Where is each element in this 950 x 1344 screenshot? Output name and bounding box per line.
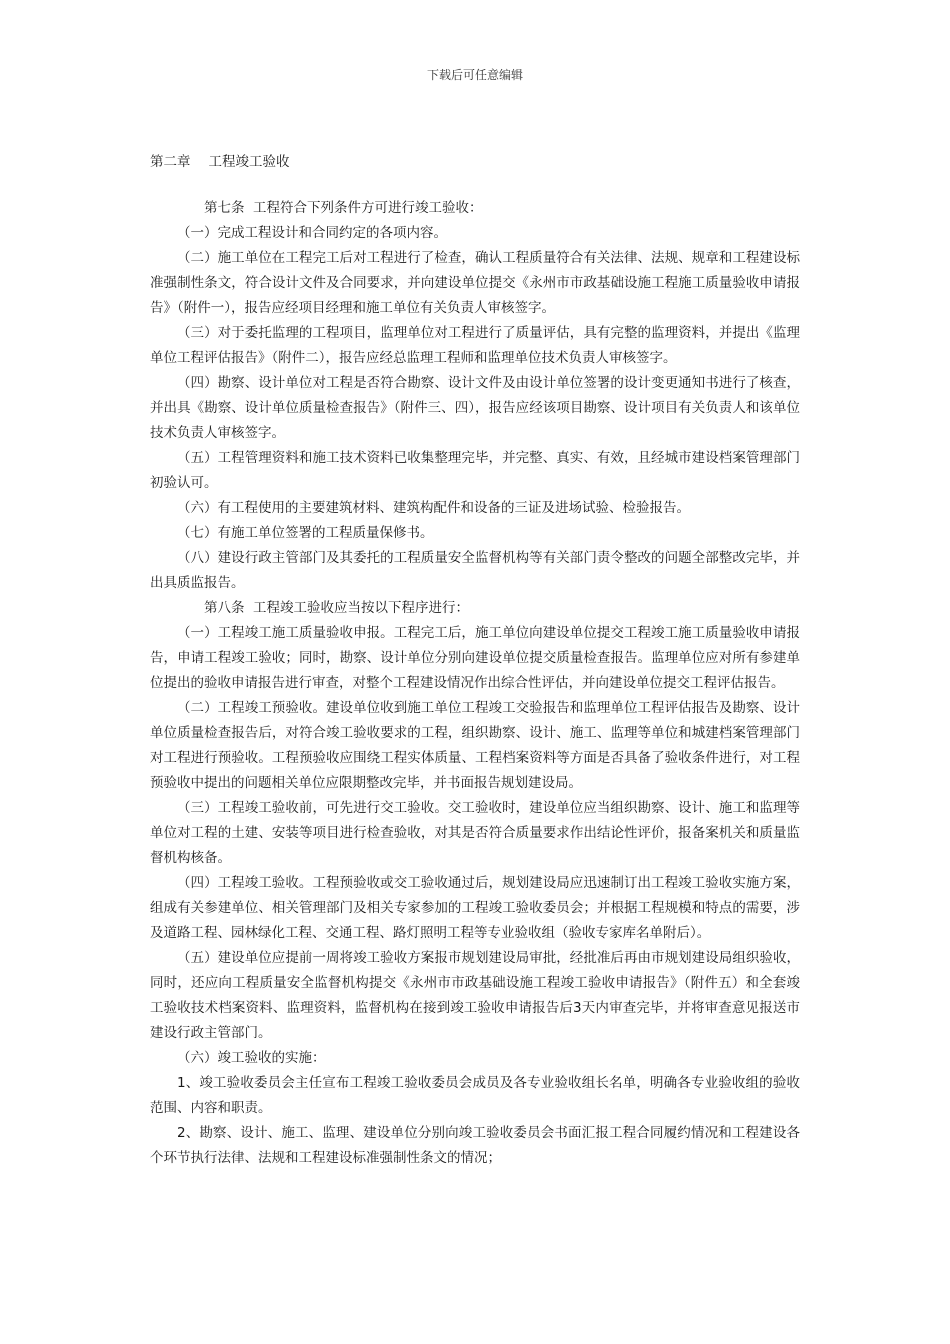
article-8-item: （五）建设单位应提前一周将竣工验收方案报市规划建设局审批，经批准后再由市规划建设局组织验收，同时，还应向工程质量安全监督机构提交《永州市市政基础设施工程竣工验收申请报告》（附件五）和全套竣工验收技术档案资料、监理资料，监督机构在接到竣工验收申请报告后3天内审查完毕，并将审查意见报送市建设行政主管部门。	[150, 950, 800, 1041]
chapter-number: 第二章	[150, 154, 191, 170]
article-8-item: （四）工程竣工验收。工程预验收或交工验收通过后，规划建设局应迅速制订出工程竣工验收实施方案，组成有关参建单位、相关管理部门及相关专家参加的工程竣工验收委员会；并根据工程规模和特点的需要，涉及道路工程、园林绿化工程、交通工程、路灯照明工程等专业验收组（验收专家库名单附后）。	[150, 875, 800, 941]
article-7-item: （六）有工程使用的主要建筑材料、建筑构配件和设备的三证及进场试验、检验报告。	[177, 500, 690, 516]
article-8-item: （二）工程竣工预验收。建设单位收到施工单位工程竣工交验报告和监理单位工程评估报告及勘察、设计单位质量检查报告后，对符合竣工验收要求的工程，组织勘察、设计、施工、监理等单位和城建档案管理部门对工程进行预验收。工程预验收应围绕工程实体质量、工程档案资料等方面是否具备了验收条件进行，对工程预验收中提出的问题相关单位应限期整改完毕，并书面报告规划建设局。	[150, 700, 800, 791]
article-8-title: 工程竣工验收应当按以下程序进行：	[253, 600, 469, 616]
article-7-item: （一）完成工程设计和合同约定的各项内容。	[177, 225, 447, 241]
article-8-item: （六）竣工验收的实施：	[177, 1050, 326, 1066]
article-8-item: 1、竣工验收委员会主任宣布工程竣工验收委员会成员及各专业验收组长名单，明确各专业验收组的验收范围、内容和职责。	[150, 1075, 800, 1116]
article-7-number: 第七条	[204, 200, 245, 216]
article-8-item: 2、勘察、设计、施工、监理、建设单位分别向竣工验收委员会书面汇报工程合同履约情况和工程建设各个环节执行法律、法规和工程建设标准强制性条文的情况；	[150, 1125, 800, 1166]
chapter-title: 工程竣工验收	[208, 154, 290, 170]
chapter-heading	[150, 150, 290, 170]
article-7-title: 工程符合下列条件方可进行竣工验收：	[253, 200, 483, 216]
article-7-item: （八）建设行政主管部门及其委托的工程质量安全监督机构等有关部门责令整改的问题全部整改完毕，并出具质监报告。	[150, 550, 800, 591]
article-7-item: （四）勘察、设计单位对工程是否符合勘察、设计文件及由设计单位签署的设计变更通知书进行了核查，并出具《勘察、设计单位质量检查报告》（附件三、四），报告应经该项目勘察、设计项目有关负责人和该单位技术负责人审核签字。	[150, 375, 800, 441]
article-8-number: 第八条	[204, 600, 245, 616]
article-7-item: （五）工程管理资料和施工技术资料已收集整理完毕，并完整、真实、有效，且经城市建设档案管理部门初验认可。	[150, 450, 800, 491]
article-8-heading	[150, 596, 800, 621]
document-body	[150, 196, 800, 1171]
article-7-heading	[150, 196, 800, 221]
article-8-item: （三）工程竣工验收前，可先进行交工验收。交工验收时，建设单位应当组织勘察、设计、施工和监理等单位对工程的土建、安装等项目进行检查验收，对其是否符合质量要求作出结论性评价，报备案机关和质量监督机构核备。	[150, 800, 800, 866]
article-8-item: （一）工程竣工施工质量验收申报。工程完工后，施工单位向建设单位提交工程竣工施工质量验收申请报告，申请工程竣工验收；同时，勘察、设计单位分别向建设单位提交质量检查报告。监理单位应对所有参建单位提出的验收申请报告进行审查，对整个工程建设情况作出综合性评估，并向建设单位提交工程评估报告。	[150, 625, 800, 691]
article-7-item: （七）有施工单位签署的工程质量保修书。	[177, 525, 434, 541]
header-note: 下载后可任意编辑	[426, 68, 523, 82]
article-7-item: （二）施工单位在工程完工后对工程进行了检查，确认工程质量符合有关法律、法规、规章和工程建设标准强制性条文，符合设计文件及合同要求，并向建设单位提交《永州市市政基础设施工程施工质量验收申请报告》（附件一），报告应经项目经理和施工单位有关负责人审核签字。	[150, 250, 800, 316]
article-7-item: （三）对于委托监理的工程项目，监理单位对工程进行了质量评估，具有完整的监理资料，并提出《监理单位工程评估报告》（附件二），报告应经总监理工程师和监理单位技术负责人审核签字。	[150, 325, 800, 366]
